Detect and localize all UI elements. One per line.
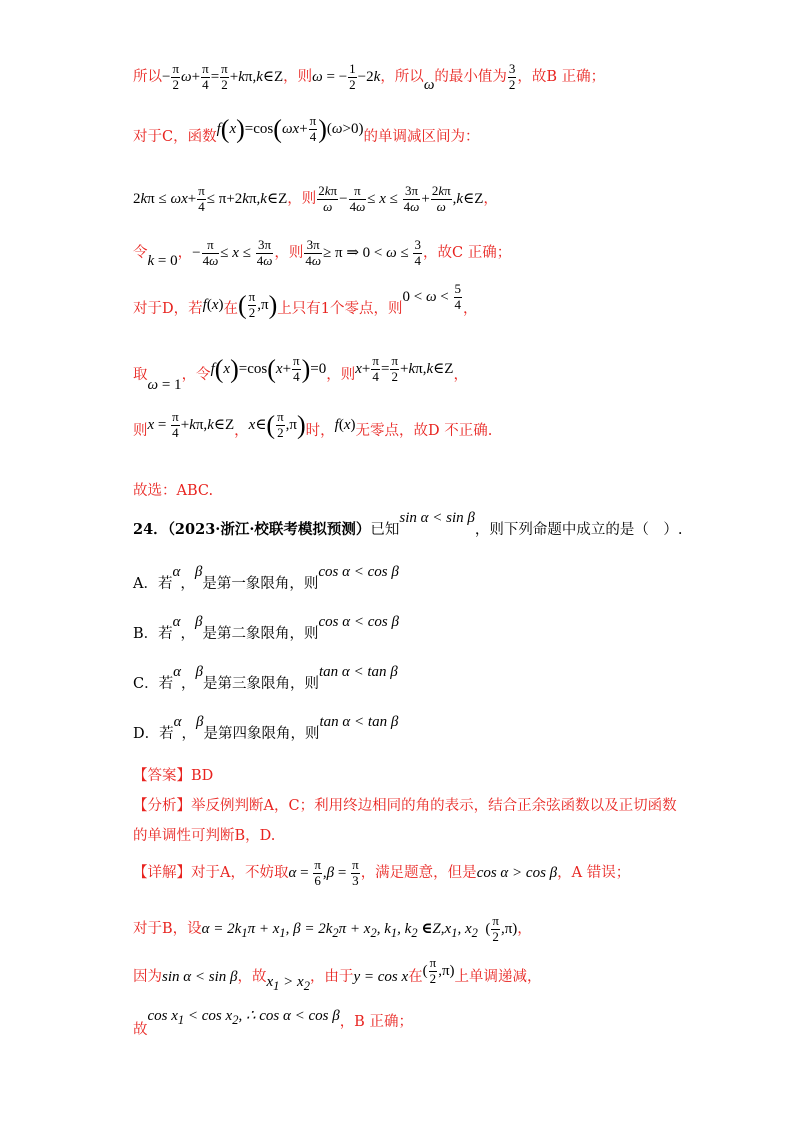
analysis-line-2: 的单调性可判断B，D. xyxy=(133,828,276,844)
solution-line-6: 取ω = 1，令f(x)=cos(x+ $\frac{\pi}{4}$ )=0，则x+ $\frac{\pi}{4}$ = $\frac{\pi}{2}$ +kπ,k∈Z， xyxy=(133,353,468,393)
math-omega-eq: ω = − $\frac{1}{2}$ −2k xyxy=(312,61,381,92)
detail-line-a: 【详解】对于A，不妨取α = $\frac{\pi}{6}$ ,β = $\frac{\pi}{3}$ ，满足题意，但是cos α > cos β，A 错误； xyxy=(133,857,631,888)
math-interval-k0: − $\frac{\pi}{4\omega}$ ≤ x ≤ $\frac{3\pi}{4\omega}$ xyxy=(192,237,273,268)
solution-line-1: 所以− $\frac{\pi}{2}$ ω+ $\frac{\pi}{4}$ = $\frac{\pi}{2}$ +kπ,k∈Z，则ω = − $\frac{1}{2}$ −2k，所以ω的最小值为 $\frac{3}{2}$ ，故B 正确； xyxy=(133,61,606,93)
solution-line-2: 对于C，函数f(x)=cos(ωx+ $\frac{\pi}{4}$ )(ω>0)的单调减区间为： xyxy=(133,113,480,145)
final-choice: 故选：ABC. xyxy=(133,483,214,499)
analysis-line-1: 【分析】举反例判断A，C；利用终边相同的角的表示，结合正余弦函数以及正切函数 xyxy=(133,798,677,814)
math-inequality-2: $\frac{2k\pi}{\omega}$ − $\frac{\pi}{4\omega}$ ≤ x ≤ $\frac{3\pi}{4\omega}$ + $\frac{2k\pi}{\omega}$ ,k∈Z xyxy=(318,183,484,214)
detail-line-b3: 故$\cos x_1 < \cos x_2$, ∴ cos α < cos β，B 正确； xyxy=(133,1008,413,1038)
solution-line-3: 2kπ ≤ ωx+ $\frac{\pi}{4}$ ≤ π+2kπ,k∈Z，则 $\frac{2k\pi}{\omega}$ − $\frac{\pi}{4\omega}$ ≤ x ≤ $\frac{3\pi}{4\omega}$ + $\frac{2k\pi}{\omega}$ ,k∈Z， xyxy=(133,183,498,214)
math-eq-1: − $\frac{\pi}{2}$ ω+ $\frac{\pi}{4}$ = $\frac{\pi}{2}$ +kπ,k∈Z xyxy=(162,61,284,92)
answer-line: 【答案】BD xyxy=(133,768,214,784)
option-b: B．若α，β是第二象限角，则cos α < cos β xyxy=(133,614,399,642)
option-a: A．若α，β是第一象限角，则cos α < cos β xyxy=(133,564,399,592)
solution-line-5: 对于D，若f(x)在( $\frac{\pi}{2}$ ,π)上只有1个零点，则0 < ω < $\frac{5}{4}$ ， xyxy=(133,281,478,320)
math-inequality-1: 2kπ ≤ ωx+ $\frac{\pi}{4}$ ≤ π+2kπ,k∈Z xyxy=(133,183,288,214)
solution-line-4: 令k = 0，− $\frac{\pi}{4\omega}$ ≤ x ≤ $\frac{3\pi}{4\omega}$ ，则 $\frac{3\pi}{4\omega}$ ≥ π ⇒ 0 < ω ≤ $\frac{3}{4}$ ，故C 正确； xyxy=(133,237,512,269)
detail-line-b1: 对于B，设$\alpha = 2k_1\pi + x_1$, $\beta = 2k_2\pi + x_2$, $k_1$, $k_2$ $\in Z,x_1$, $x_2$ ( $\frac{\pi}{2}$ ,π)， xyxy=(133,913,532,944)
solution-line-7: 则x = $\frac{\pi}{4}$ +kπ,k∈Z，x∈( $\frac{\pi}{2}$ ,π)时，f(x)无零点，故D 不正确. xyxy=(133,409,493,440)
question-24-stem: 24．（2023·浙江·校联考模拟预测）已知sin α < sin β，则下列命题中成立的是（ ）. xyxy=(133,510,683,538)
option-c: C．若α，β是第三象限角，则tan α < tan β xyxy=(133,664,398,692)
math-implication: $\frac{3\pi}{4\omega}$ ≥ π ⇒ 0 < ω ≤ $\frac{3}{4}$ xyxy=(305,237,421,268)
option-d: D．若α，β是第四象限角，则tan α < tan β xyxy=(133,714,399,742)
math-function-def: f(x)=cos(ωx+ $\frac{\pi}{4}$ )(ω>0) xyxy=(216,113,364,144)
detail-line-b2: 因为sin α < sin β，故$x_1 > x_2$，由于y = cos x在( $\frac{\pi}{2}$ ,π)上单调递减， xyxy=(133,955,542,993)
